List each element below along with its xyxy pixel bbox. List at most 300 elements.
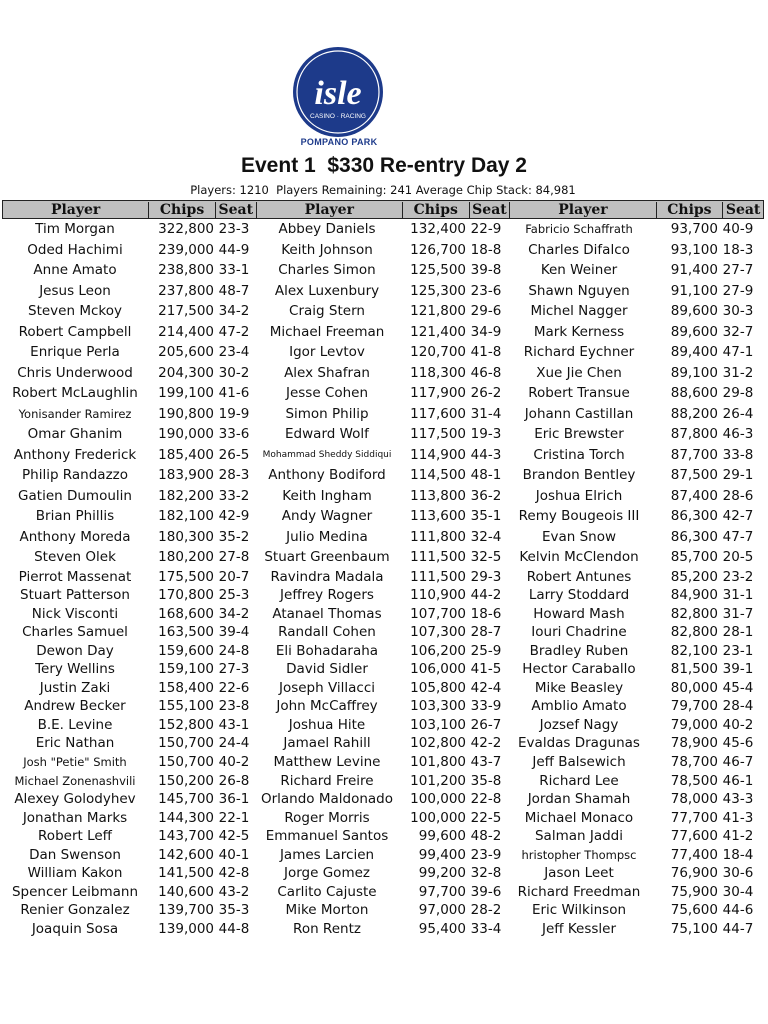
header-chips: Chips — [656, 202, 723, 218]
cell-chips: 322,800 — [158, 221, 214, 237]
cell-player: hristopher Thompsc — [521, 847, 637, 862]
cell-player: Evaldas Dragunas — [518, 735, 640, 752]
table-row — [2, 642, 764, 661]
cell-chips: 204,300 — [158, 364, 214, 381]
cell-player: Steven Olek — [34, 549, 116, 565]
cell-seat: 34-9 — [470, 323, 502, 340]
cell-chips: 180,200 — [158, 549, 214, 565]
table-row — [2, 342, 764, 363]
cell-player: Howard Mash — [533, 605, 625, 622]
cell-player: Yonisander Ramirez — [18, 406, 132, 421]
cell-seat: 19-9 — [218, 405, 250, 422]
cell-seat: 34-2 — [218, 303, 250, 319]
cell-player: Keith Ingham — [282, 487, 372, 504]
cell-seat: 29-3 — [470, 568, 502, 585]
cell-chips: 132,400 — [410, 221, 466, 237]
cell-seat: 47-1 — [722, 344, 754, 360]
cell-chips: 77,700 — [670, 809, 718, 826]
table-row — [2, 679, 764, 698]
cell-player: Michael Freeman — [269, 323, 385, 340]
cell-chips: 182,200 — [158, 487, 214, 504]
cell-seat: 23-4 — [218, 344, 250, 360]
cell-chips: 102,800 — [410, 735, 466, 752]
cell-seat: 39-4 — [218, 624, 250, 641]
cell-chips: 88,200 — [670, 405, 718, 422]
cell-seat: 18-6 — [470, 605, 502, 622]
cell-player: Fabricio Schaffrath — [525, 222, 633, 236]
cell-player: Brian Phillis — [35, 508, 115, 524]
cell-chips: 78,000 — [670, 791, 718, 808]
cell-chips: 168,600 — [158, 605, 214, 622]
cell-player: Alexey Golodyhev — [14, 791, 136, 808]
cell-player: Jozsef Nagy — [539, 716, 619, 733]
cell-chips: 99,600 — [418, 828, 466, 845]
table-row — [2, 363, 764, 384]
cell-player: Igor Levtov — [289, 344, 365, 360]
cell-seat: 22-5 — [470, 809, 502, 826]
cell-seat: 27-9 — [722, 282, 754, 299]
cell-seat: 46-7 — [722, 753, 754, 770]
cell-player: Shawn Nguyen — [528, 282, 630, 299]
cell-chips: 155,100 — [158, 698, 214, 715]
cell-chips: 79,700 — [670, 698, 718, 715]
cell-seat: 34-2 — [218, 605, 250, 622]
cell-chips: 78,700 — [670, 753, 718, 770]
cell-player: Carlito Cajuste — [277, 883, 377, 900]
cell-seat: 28-7 — [470, 624, 502, 641]
cell-player: Roger Morris — [284, 809, 370, 826]
cell-player: Michael Monaco — [524, 809, 634, 826]
table-row — [2, 404, 764, 425]
cell-player: Charles Difalco — [528, 241, 630, 258]
header-seat: Seat — [722, 202, 763, 218]
cell-seat: 44-2 — [470, 587, 502, 604]
cell-chips: 84,900 — [670, 587, 718, 604]
table-row — [2, 568, 764, 587]
cell-chips: 89,400 — [670, 344, 718, 360]
cell-player: Tery Wellins — [35, 661, 115, 678]
cell-chips: 106,000 — [410, 661, 466, 678]
cell-player: Steven Mckoy — [28, 303, 122, 319]
cell-chips: 145,700 — [158, 791, 214, 808]
cell-seat: 29-6 — [470, 303, 502, 319]
cell-player: Chris Underwood — [17, 364, 133, 381]
cell-player: Edward Wolf — [285, 426, 369, 442]
cell-chips: 85,700 — [670, 549, 718, 565]
table-row — [2, 486, 764, 507]
cell-seat: 26-2 — [470, 385, 502, 401]
cell-seat: 33-4 — [470, 920, 502, 937]
cell-chips: 117,500 — [410, 426, 466, 442]
cell-seat: 45-4 — [722, 679, 754, 696]
cell-seat: 43-7 — [470, 753, 502, 770]
cell-chips: 238,800 — [158, 262, 214, 278]
cell-player: Kelvin McClendon — [519, 549, 639, 565]
cell-seat: 48-2 — [470, 828, 502, 845]
cell-seat: 33-6 — [218, 426, 250, 442]
tournament-stats: Players: 1210 Players Remaining: 241 Average Chip Stack: 84,981 — [190, 183, 576, 197]
cell-chips: 105,800 — [410, 679, 466, 696]
cell-chips: 199,100 — [158, 385, 214, 401]
header-chips: Chips — [148, 202, 215, 218]
cell-player: Nick Visconti — [31, 605, 119, 622]
cell-chips: 86,300 — [670, 508, 718, 524]
cell-chips: 142,600 — [158, 846, 214, 863]
cell-chips: 118,300 — [410, 364, 466, 381]
cell-player: Oded Hachimi — [27, 241, 123, 258]
cell-chips: 113,600 — [410, 508, 466, 524]
cell-player: Stuart Patterson — [20, 587, 130, 604]
cell-player: Gatien Dumoulin — [18, 487, 132, 504]
cell-seat: 28-6 — [722, 487, 754, 504]
cell-chips: 78,900 — [670, 735, 718, 752]
cell-chips: 89,600 — [670, 323, 718, 340]
cell-seat: 46-8 — [470, 364, 502, 381]
cell-player: Robert Antunes — [526, 568, 632, 585]
table-row — [2, 623, 764, 642]
cell-player: Cristina Torch — [533, 446, 625, 463]
cell-player: Spencer Leibmann — [11, 883, 138, 900]
cell-seat: 44-9 — [218, 241, 250, 258]
cell-player: Iouri Chadrine — [531, 624, 627, 641]
cell-seat: 30-4 — [722, 883, 754, 900]
cell-player: Alex Luxenbury — [274, 282, 380, 299]
cell-seat: 42-9 — [218, 508, 250, 524]
table-row — [2, 827, 764, 846]
cell-chips: 110,900 — [410, 587, 466, 604]
cell-player: Tim Morgan — [35, 221, 115, 237]
cell-chips: 100,000 — [410, 809, 466, 826]
cell-player: Remy Bougeois III — [518, 508, 640, 524]
cell-seat: 45-6 — [722, 735, 754, 752]
cell-player: Robert McLaughlin — [12, 385, 138, 401]
cell-player: Evan Snow — [541, 528, 617, 545]
cell-seat: 39-6 — [470, 883, 502, 900]
cell-chips: 150,700 — [158, 735, 214, 752]
cell-seat: 18-3 — [722, 241, 754, 258]
cell-chips: 99,200 — [418, 865, 466, 882]
cell-chips: 95,400 — [418, 920, 466, 937]
cell-chips: 78,500 — [670, 772, 718, 789]
cell-chips: 237,800 — [158, 282, 214, 299]
cell-seat: 42-4 — [470, 679, 502, 696]
cell-chips: 79,000 — [670, 716, 718, 733]
cell-player: Matthew Levine — [273, 753, 381, 770]
cell-player: Renier Gonzalez — [20, 902, 130, 919]
cell-seat: 28-3 — [218, 467, 250, 483]
cell-player: John McCaffrey — [276, 698, 378, 715]
table-row — [2, 322, 764, 343]
cell-seat: 40-9 — [722, 221, 754, 237]
cell-seat: 47-7 — [722, 528, 754, 545]
cell-seat: 27-3 — [218, 661, 250, 678]
cell-chips: 75,900 — [670, 883, 718, 900]
cell-seat: 44-3 — [470, 446, 502, 463]
table-row — [2, 734, 764, 753]
cell-player: Richard Eychner — [523, 344, 635, 360]
cell-chips: 111,800 — [410, 528, 466, 545]
cell-player: Jesus Leon — [39, 282, 111, 299]
cell-seat: 19-3 — [470, 426, 502, 442]
cell-chips: 113,800 — [410, 487, 466, 504]
cell-player: Eric Brewster — [534, 426, 624, 442]
cell-player: Emmanuel Santos — [265, 828, 389, 845]
page-title: Event 1 $330 Re-entry Day 2 — [241, 154, 527, 177]
cell-seat: 28-2 — [470, 902, 502, 919]
cell-player: Mike Morton — [285, 902, 369, 919]
cell-seat: 41-6 — [218, 385, 250, 401]
cell-seat: 30-3 — [722, 303, 754, 319]
table-row — [2, 506, 764, 527]
cell-chips: 159,100 — [158, 661, 214, 678]
cell-chips: 190,800 — [158, 405, 214, 422]
table-row — [2, 281, 764, 302]
cell-seat: 25-9 — [470, 642, 502, 659]
cell-chips: 163,500 — [158, 624, 214, 641]
cell-seat: 44-7 — [722, 920, 754, 937]
cell-seat: 44-6 — [722, 902, 754, 919]
cell-seat: 18-8 — [470, 241, 502, 258]
table-row — [2, 883, 764, 902]
cell-chips: 159,600 — [158, 642, 214, 659]
cell-player: Simon Philip — [285, 405, 369, 422]
cell-seat: 28-4 — [722, 698, 754, 715]
cell-chips: 107,700 — [410, 605, 466, 622]
cell-chips: 185,400 — [158, 446, 214, 463]
cell-player: Jesse Cohen — [285, 385, 369, 401]
cell-seat: 32-7 — [722, 323, 754, 340]
cell-player: Hector Caraballo — [522, 661, 636, 678]
cell-seat: 29-8 — [722, 385, 754, 401]
cell-seat: 22-9 — [470, 221, 502, 237]
isle-casino-logo — [292, 46, 384, 138]
logo-subtitle: POMPANO PARK — [300, 137, 378, 147]
cell-seat: 22-6 — [218, 679, 250, 696]
cell-chips: 139,700 — [158, 902, 214, 919]
cell-player: Xue Jie Chen — [536, 364, 622, 381]
cell-seat: 43-2 — [218, 883, 250, 900]
cell-seat: 33-9 — [470, 698, 502, 715]
table-row — [2, 219, 764, 240]
cell-chips: 89,600 — [670, 303, 718, 319]
cell-player: Dewon Day — [36, 642, 114, 659]
cell-player: Robert Campbell — [18, 323, 132, 340]
cell-chips: 106,200 — [410, 642, 466, 659]
table-row — [2, 605, 764, 624]
cell-player: Brandon Bentley — [522, 467, 636, 483]
cell-player: Michel Nagger — [530, 303, 628, 319]
cell-seat: 47-2 — [218, 323, 250, 340]
cell-chips: 101,200 — [410, 772, 466, 789]
cell-player: Jonathan Marks — [22, 809, 128, 826]
cell-seat: 41-2 — [722, 828, 754, 845]
cell-chips: 97,000 — [418, 902, 466, 919]
cell-chips: 141,500 — [158, 865, 214, 882]
cell-chips: 144,300 — [158, 809, 214, 826]
cell-player: Ron Rentz — [293, 920, 361, 937]
cell-seat: 33-2 — [218, 487, 250, 504]
cell-player: Mohammad Sheddy Siddiqui — [262, 449, 392, 460]
header-seat: Seat — [215, 202, 256, 218]
cell-seat: 35-2 — [218, 528, 250, 545]
cell-player: Richard Freire — [280, 772, 374, 789]
cell-player: Joseph Villacci — [278, 679, 376, 696]
cell-chips: 77,400 — [670, 846, 718, 863]
cell-seat: 23-6 — [470, 282, 502, 299]
table-row — [2, 465, 764, 486]
cell-seat: 42-2 — [470, 735, 502, 752]
cell-chips: 117,900 — [410, 385, 466, 401]
cell-player: Andrew Becker — [24, 698, 126, 715]
cell-player: Richard Freedman — [517, 883, 641, 900]
table-row — [2, 527, 764, 548]
cell-seat: 20-7 — [218, 568, 250, 585]
cell-player: Eric Wilkinson — [531, 902, 627, 919]
cell-chips: 99,400 — [418, 846, 466, 863]
cell-player: Ravindra Madala — [270, 568, 384, 585]
cell-seat: 30-2 — [218, 364, 250, 381]
cell-seat: 48-7 — [218, 282, 250, 299]
cell-chips: 77,600 — [670, 828, 718, 845]
cell-seat: 23-3 — [218, 221, 250, 237]
cell-chips: 89,100 — [670, 364, 718, 381]
cell-player: Robert Leff — [38, 828, 112, 845]
cell-player: Jordan Shamah — [527, 791, 631, 808]
cell-seat: 39-1 — [722, 661, 754, 678]
cell-seat: 32-4 — [470, 528, 502, 545]
table-row — [2, 920, 764, 939]
cell-chips: 82,800 — [670, 605, 718, 622]
cell-seat: 26-7 — [470, 716, 502, 733]
cell-player: David Sidler — [286, 661, 368, 678]
cell-seat: 41-5 — [470, 661, 502, 678]
cell-player: Jeff Kessler — [541, 920, 617, 937]
cell-player: James Larcien — [279, 846, 375, 863]
cell-seat: 42-7 — [722, 508, 754, 524]
cell-player: Charles Simon — [278, 262, 376, 278]
cell-player: Omar Ghanim — [27, 426, 123, 442]
cell-seat: 26-5 — [218, 446, 250, 463]
cell-chips: 183,900 — [158, 467, 214, 483]
cell-chips: 217,500 — [158, 303, 214, 319]
cell-seat: 43-3 — [722, 791, 754, 808]
cell-seat: 39-8 — [470, 262, 502, 278]
cell-player: Mark Kerness — [533, 323, 625, 340]
table-row — [2, 846, 764, 865]
cell-player: Richard Lee — [539, 772, 619, 789]
cell-seat: 31-2 — [722, 364, 754, 381]
cell-seat: 30-6 — [722, 865, 754, 882]
cell-player: Bradley Ruben — [529, 642, 629, 659]
cell-chips: 150,700 — [158, 753, 214, 770]
cell-seat: 22-8 — [470, 791, 502, 808]
cell-seat: 23-2 — [722, 568, 754, 585]
cell-chips: 114,500 — [410, 467, 466, 483]
cell-chips: 87,400 — [670, 487, 718, 504]
table-row — [2, 586, 764, 605]
cell-seat: 23-1 — [722, 642, 754, 659]
cell-seat: 18-4 — [722, 846, 754, 863]
cell-chips: 101,800 — [410, 753, 466, 770]
table-row — [2, 809, 764, 828]
cell-seat: 28-1 — [722, 624, 754, 641]
cell-seat: 43-1 — [218, 716, 250, 733]
cell-chips: 190,000 — [158, 426, 214, 442]
cell-player: Michael Zonenashvili — [14, 773, 136, 788]
cell-player: Pierrot Massenat — [18, 568, 132, 585]
cell-chips: 150,200 — [158, 772, 214, 789]
table-row — [2, 383, 764, 404]
cell-chips: 91,400 — [670, 262, 718, 278]
cell-chips: 81,500 — [670, 661, 718, 678]
cell-chips: 121,800 — [410, 303, 466, 319]
cell-seat: 31-4 — [470, 405, 502, 422]
cell-chips: 111,500 — [410, 568, 466, 585]
cell-player: Eli Bohadaraha — [275, 642, 379, 659]
cell-player: Jorge Gomez — [284, 865, 370, 882]
cell-seat: 31-1 — [722, 587, 754, 604]
cell-chips: 88,600 — [670, 385, 718, 401]
cell-seat: 35-3 — [218, 902, 250, 919]
header-seat: Seat — [469, 202, 510, 218]
cell-player: Salman Jaddi — [534, 828, 623, 845]
cell-seat: 46-1 — [722, 772, 754, 789]
cell-chips: 75,100 — [670, 920, 718, 937]
cell-chips: 91,100 — [670, 282, 718, 299]
cell-chips: 239,000 — [158, 241, 214, 258]
table-row — [2, 301, 764, 322]
cell-chips: 143,700 — [158, 828, 214, 845]
cell-player: William Kakon — [27, 865, 123, 882]
cell-chips: 180,300 — [158, 528, 214, 545]
table-row — [2, 547, 764, 568]
cell-seat: 31-7 — [722, 605, 754, 622]
cell-chips: 139,000 — [158, 920, 214, 937]
cell-seat: 32-5 — [470, 549, 502, 565]
cell-player: Robert Transue — [528, 385, 630, 401]
cell-seat: 35-1 — [470, 508, 502, 524]
cell-player: Philip Randazzo — [22, 467, 128, 483]
cell-seat: 23-8 — [218, 698, 250, 715]
cell-player: Josh "Petie" Smith — [23, 754, 127, 769]
cell-chips: 170,800 — [158, 587, 214, 604]
cell-chips: 76,900 — [670, 865, 718, 882]
cell-player: Dan Swenson — [29, 846, 121, 863]
cell-player: Keith Johnson — [281, 241, 373, 258]
cell-seat: 36-1 — [218, 791, 250, 808]
cell-player: Joshua Hite — [288, 716, 366, 733]
cell-player: Ken Weiner — [540, 262, 618, 278]
cell-chips: 93,100 — [670, 241, 718, 258]
cell-player: Amblio Amato — [531, 698, 627, 715]
cell-player: Anthony Bodiford — [268, 467, 386, 483]
cell-seat: 26-4 — [722, 405, 754, 422]
cell-seat: 27-7 — [722, 262, 754, 278]
cell-seat: 46-3 — [722, 426, 754, 442]
table-row — [2, 864, 764, 883]
logo-wordmark: isle — [314, 75, 362, 112]
cell-player: Anthony Moreda — [19, 528, 131, 545]
cell-chips: 205,600 — [158, 344, 214, 360]
table-row — [2, 445, 764, 466]
cell-player: Jeff Balsewich — [532, 753, 626, 770]
cell-chips: 93,700 — [670, 221, 718, 237]
cell-chips: 103,300 — [410, 698, 466, 715]
table-row — [2, 790, 764, 809]
cell-chips: 103,100 — [410, 716, 466, 733]
cell-player: Randall Cohen — [278, 624, 376, 641]
cell-chips: 100,000 — [410, 791, 466, 808]
